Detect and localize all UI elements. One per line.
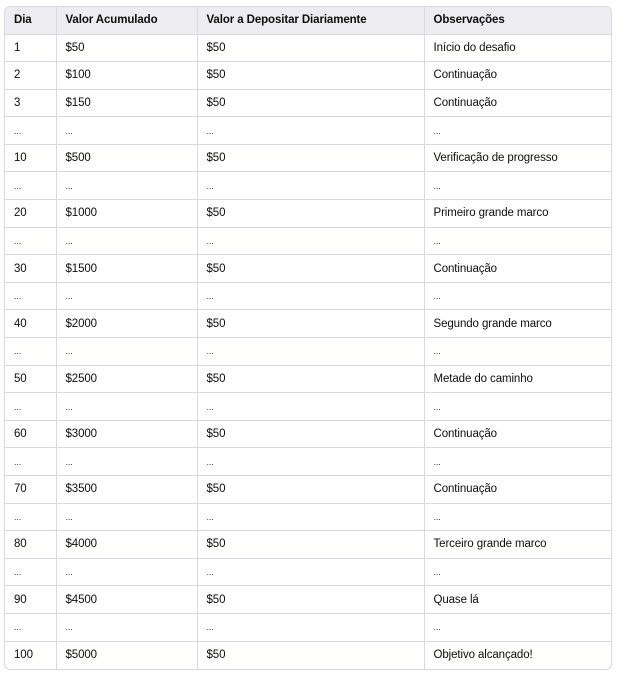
cell-dia: 100 [5, 641, 56, 669]
cell-dia: ... [5, 448, 56, 476]
cell-observacoes: Continuação [433, 483, 497, 496]
cell-valor-depositar: $50 [197, 200, 424, 228]
cell-dia: 20 [5, 200, 56, 228]
cell-dia: 50 [5, 365, 56, 393]
cell-dia: 2 [5, 62, 56, 90]
cell-valor-depositar: $50 [197, 62, 424, 90]
cell-observacoes: ... [433, 567, 441, 578]
savings-table-container [4, 6, 612, 670]
cell-valor-acumulado: ... [56, 117, 197, 145]
table-row [5, 613, 611, 641]
cell-valor-depositar: $50 [197, 531, 424, 559]
cell-dia: ... [5, 282, 56, 310]
table-row [5, 282, 611, 310]
cell-observacoes: Continuação [433, 69, 497, 82]
cell-valor-depositar: ... [197, 448, 424, 476]
cell-valor-acumulado: $500 [56, 144, 197, 172]
table-row [5, 531, 611, 559]
header-dia: Dia [5, 7, 56, 34]
cell-valor-depositar: ... [197, 227, 424, 255]
cell-observacoes: ... [433, 622, 441, 633]
table-row [5, 338, 611, 366]
cell-valor-depositar: $50 [197, 365, 424, 393]
cell-valor-acumulado: $4500 [56, 586, 197, 614]
cell-valor-depositar: $50 [197, 310, 424, 338]
cell-observacoes: ... [433, 346, 441, 357]
cell-valor-depositar: ... [197, 282, 424, 310]
cell-observacoes: Continuação [433, 262, 497, 275]
cell-dia: 3 [5, 89, 56, 117]
cell-valor-acumulado: ... [56, 227, 197, 255]
savings-table [5, 7, 611, 669]
table-header [5, 7, 611, 34]
cell-dia: 60 [5, 420, 56, 448]
table-row [5, 62, 611, 90]
cell-valor-acumulado: $5000 [56, 641, 197, 669]
cell-dia: 30 [5, 255, 56, 283]
cell-dia: ... [5, 393, 56, 421]
table-row [5, 172, 611, 200]
cell-observacoes: ... [433, 235, 441, 246]
table-row [5, 641, 611, 669]
cell-valor-depositar: ... [197, 172, 424, 200]
table-row [5, 255, 611, 283]
table-row [5, 558, 611, 586]
header-observacoes: Observações [433, 14, 505, 27]
cell-valor-acumulado: ... [56, 282, 197, 310]
cell-valor-acumulado: ... [56, 503, 197, 531]
cell-dia: 70 [5, 476, 56, 504]
cell-valor-acumulado: ... [56, 558, 197, 586]
table-row [5, 310, 611, 338]
cell-valor-acumulado: $150 [56, 89, 197, 117]
cell-dia: ... [5, 172, 56, 200]
cell-valor-depositar: $50 [197, 255, 424, 283]
cell-observacoes: ... [433, 511, 441, 522]
cell-valor-depositar: ... [197, 613, 424, 641]
cell-dia: 1 [5, 34, 56, 62]
table-row [5, 89, 611, 117]
cell-observacoes: Início do desafio [433, 41, 516, 54]
cell-valor-depositar: $50 [197, 476, 424, 504]
cell-valor-acumulado: ... [56, 613, 197, 641]
header-valor-depositar: Valor a Depositar Diariamente [197, 7, 424, 34]
cell-valor-depositar: $50 [197, 586, 424, 614]
cell-valor-depositar: $50 [197, 144, 424, 172]
cell-valor-acumulado: ... [56, 448, 197, 476]
table-row [5, 34, 611, 62]
cell-valor-acumulado: $2000 [56, 310, 197, 338]
table-row [5, 448, 611, 476]
cell-valor-acumulado: ... [56, 393, 197, 421]
cell-dia: 40 [5, 310, 56, 338]
cell-observacoes: Metade do caminho [433, 372, 533, 385]
header-row [5, 7, 611, 34]
cell-valor-acumulado: $50 [56, 34, 197, 62]
table-body [5, 34, 611, 669]
cell-observacoes: Primeiro grande marco [433, 207, 549, 220]
table-row [5, 586, 611, 614]
cell-dia: ... [5, 117, 56, 145]
cell-observacoes: Objetivo alcançado! [433, 649, 533, 662]
table-row [5, 144, 611, 172]
table-row [5, 420, 611, 448]
table-row [5, 117, 611, 145]
cell-observacoes: Segundo grande marco [433, 317, 552, 330]
header-valor-acumulado: Valor Acumulado [56, 7, 197, 34]
cell-valor-acumulado: $4000 [56, 531, 197, 559]
table-row [5, 200, 611, 228]
cell-valor-acumulado: $100 [56, 62, 197, 90]
cell-observacoes: Continuação [433, 96, 497, 109]
cell-valor-depositar: ... [197, 393, 424, 421]
cell-valor-acumulado: ... [56, 172, 197, 200]
cell-observacoes: Quase lá [433, 593, 479, 606]
cell-valor-acumulado: $1000 [56, 200, 197, 228]
cell-dia: ... [5, 338, 56, 366]
cell-dia: 90 [5, 586, 56, 614]
cell-dia: 10 [5, 144, 56, 172]
cell-observacoes: ... [433, 401, 441, 412]
cell-valor-acumulado: $3500 [56, 476, 197, 504]
table-row [5, 365, 611, 393]
cell-valor-acumulado: $2500 [56, 365, 197, 393]
cell-dia: 80 [5, 531, 56, 559]
cell-dia: ... [5, 613, 56, 641]
cell-valor-acumulado: $3000 [56, 420, 197, 448]
cell-valor-depositar: ... [197, 558, 424, 586]
cell-dia: ... [5, 558, 56, 586]
cell-valor-depositar: ... [197, 503, 424, 531]
cell-observacoes: Continuação [433, 428, 497, 441]
cell-observacoes: ... [433, 291, 441, 302]
cell-valor-depositar: $50 [197, 89, 424, 117]
cell-valor-depositar: $50 [197, 34, 424, 62]
cell-valor-depositar: $50 [197, 641, 424, 669]
cell-observacoes: Terceiro grande marco [433, 538, 547, 551]
table-row [5, 227, 611, 255]
cell-valor-acumulado: $1500 [56, 255, 197, 283]
table-row [5, 476, 611, 504]
cell-valor-acumulado: ... [56, 338, 197, 366]
cell-dia: ... [5, 227, 56, 255]
cell-valor-depositar: $50 [197, 420, 424, 448]
cell-dia: ... [5, 503, 56, 531]
cell-valor-depositar: ... [197, 117, 424, 145]
cell-valor-depositar: ... [197, 338, 424, 366]
cell-observacoes: ... [433, 180, 441, 191]
cell-observacoes: ... [433, 125, 441, 136]
table-row [5, 393, 611, 421]
cell-observacoes: ... [433, 456, 441, 467]
table-row [5, 503, 611, 531]
cell-observacoes: Verificação de progresso [433, 152, 558, 165]
